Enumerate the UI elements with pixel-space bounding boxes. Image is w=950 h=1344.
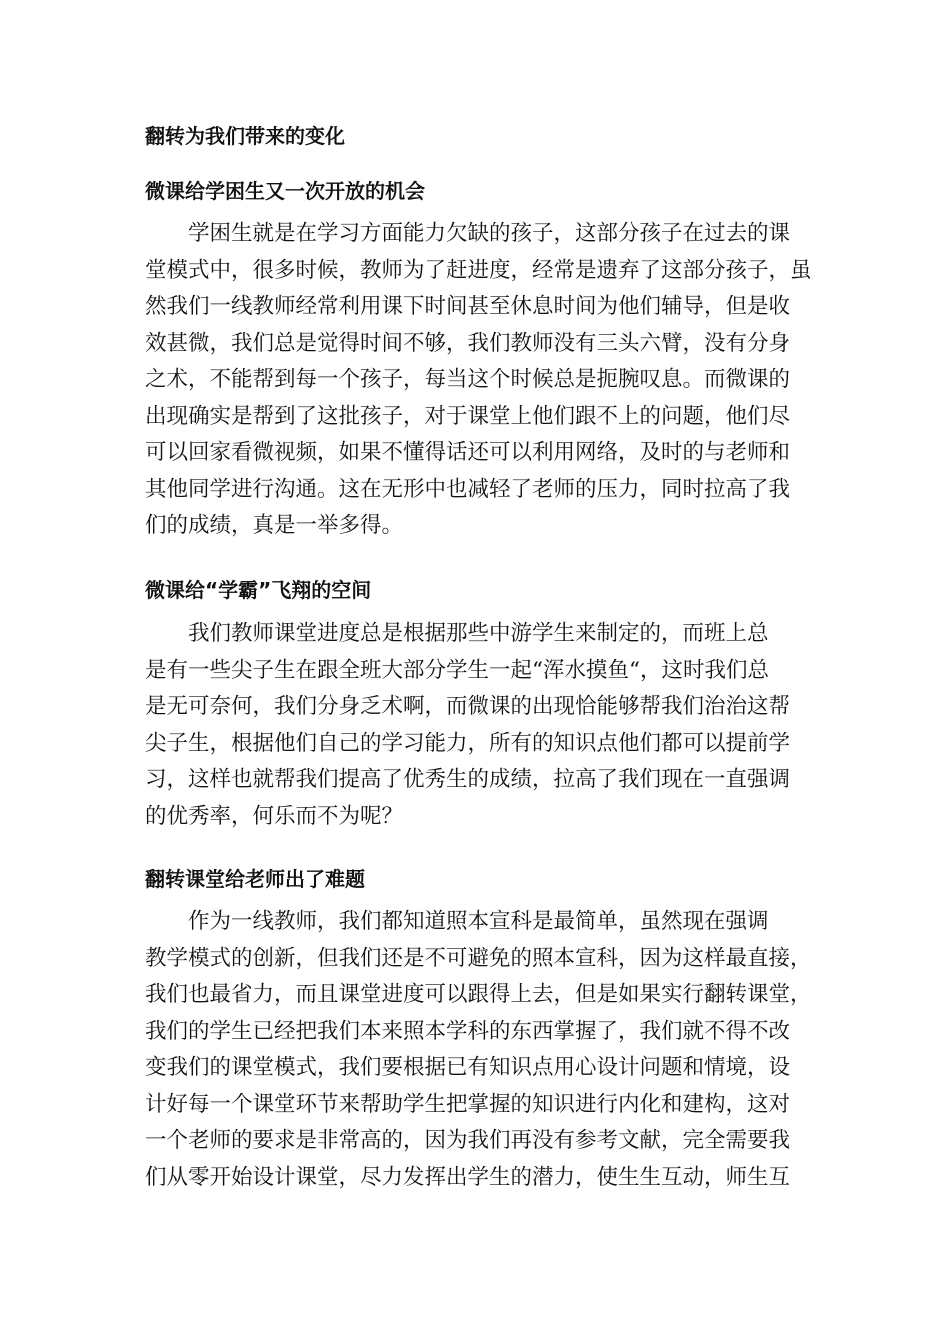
paragraph-line: 变我们的课堂模式，我们要根据已有知识点用心设计问题和情境，设 — [145, 1055, 791, 1080]
paragraph-line: 然我们一线教师经常利用课下时间甚至休息时间为他们辅导，但是收 — [145, 294, 791, 319]
paragraph-line: 是有一些尖子生在跟全班大部分学生一起“浑水摸鱼“，这时我们总 — [145, 657, 769, 683]
section-heading-2: 微课给“学霸”飞翔的空间 — [145, 578, 372, 602]
paragraph-line: 学困生就是在学习方面能力欠缺的孩子，这部分孩子在过去的课 — [145, 221, 791, 246]
paragraph-line: 教学模式的创新，但我们还是不可避免的照本宣科，因为这样最直接， — [145, 945, 812, 971]
paragraph-line: 效甚微，我们总是觉得时间不够，我们教师没有三头六臂，没有分身 — [145, 330, 791, 356]
paragraph-line: 习，这样也就帮我们提高了优秀生的成绩，拉高了我们现在一直强调 — [145, 767, 791, 792]
paragraph-line: 一个老师的要求是非常高的，因为我们再没有参考文献，完全需要我 — [145, 1128, 791, 1153]
paragraph-line: 可以回家看微视频，如果不懂得话还可以利用网络，及时的与老师和 — [145, 440, 791, 465]
paragraph-line: 计好每一个课堂环节来帮助学生把掌握的知识进行内化和建构，这对 — [145, 1091, 791, 1117]
paragraph-line: 我们也最省力，而且课堂进度可以跟得上去，但是如果实行翻转课堂， — [145, 982, 812, 1007]
document-title: 翻转为我们带来的变化 — [145, 124, 345, 148]
paragraph-line: 出现确实是帮到了这批孩子，对于课堂上他们跟不上的问题，他们尽 — [145, 403, 791, 429]
paragraph-line: 其他同学进行沟通。这在无形中也减轻了老师的压力，同时拉高了我 — [145, 476, 791, 502]
paragraph-line: 们的成绩，真是一举多得。 — [145, 513, 404, 538]
paragraph-line: 尖子生，根据他们自己的学习能力，所有的知识点他们都可以提前学 — [145, 730, 791, 756]
paragraph-line: 之术，不能帮到每一个孩子，每当这个时候总是扼腕叹息。而微课的 — [145, 367, 791, 392]
paragraph-line: 我们的学生已经把我们本来照本学科的东西掌握了，我们就不得不改 — [145, 1018, 791, 1044]
section-heading-3: 翻转课堂给老师出了难题 — [145, 867, 365, 891]
paragraph-line: 们从零开始设计课堂，尽力发挥出学生的潜力，使生生互动，师生互 — [145, 1164, 791, 1190]
paragraph-line: 是无可奈何，我们分身乏术啊，而微课的出现恰能够帮我们治治这帮 — [145, 694, 791, 719]
section-paragraph-1 — [145, 216, 810, 545]
section-paragraph-3 — [145, 904, 810, 1196]
section-paragraph-2 — [145, 616, 810, 835]
paragraph-line: 的优秀率，何乐而不为呢？ — [145, 803, 404, 829]
paragraph-line: 作为一线教师，我们都知道照本宣科是最简单，虽然现在强调 — [145, 909, 769, 934]
paragraph-line: 我们教师课堂进度总是根据那些中游学生来制定的，而班上总 — [145, 621, 769, 646]
paragraph-line: 堂模式中，很多时候，教师为了赶进度，经常是遗弃了这部分孩子，虽 — [145, 257, 812, 283]
section-heading-1: 微课给学困生又一次开放的机会 — [145, 179, 425, 203]
